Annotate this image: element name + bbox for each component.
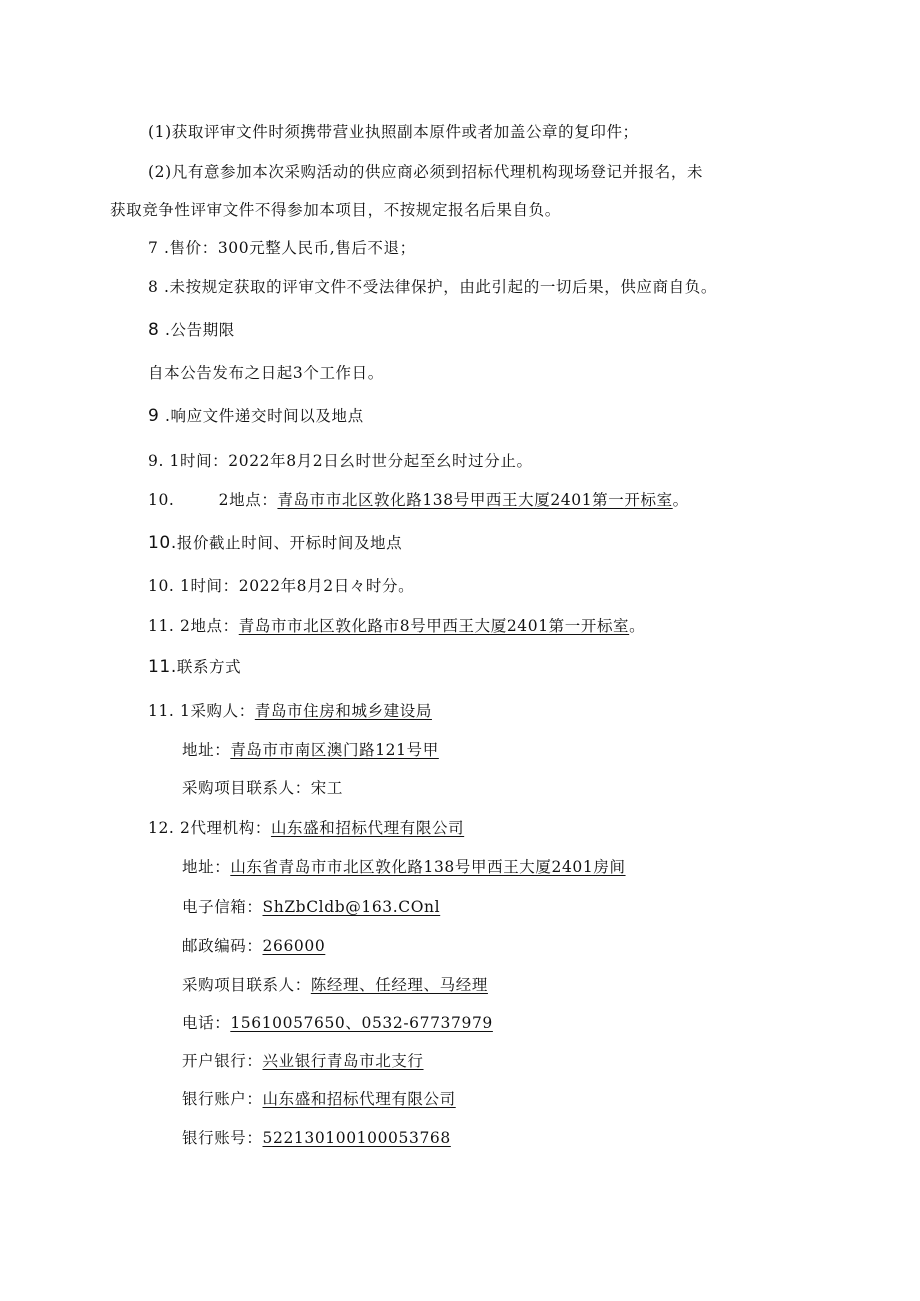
section-number: 10. bbox=[148, 533, 177, 553]
submission-location-label: 10. 2地点： bbox=[148, 491, 278, 509]
paragraph-registration-line1: (2)凡有意参加本次采购活动的供应商必须到招标代理机构现场登记并报名，未 bbox=[148, 163, 704, 181]
announcement-period-text: 自本公告发布之日起3个工作日。 bbox=[148, 364, 384, 382]
agent-label: 12. 2代理机构： bbox=[148, 819, 271, 837]
section-number: 8 bbox=[148, 320, 160, 340]
account-number-label: 银行账号： bbox=[182, 1129, 263, 1147]
item-price: 7 .售价：300元整人民币,售后不退； bbox=[148, 239, 416, 257]
bank-label: 开户银行： bbox=[182, 1052, 263, 1070]
agent-phone bbox=[182, 1013, 493, 1033]
agent-contact-value: 陈经理、任经理、马经理 bbox=[310, 976, 488, 994]
phone-label: 电话： bbox=[182, 1014, 231, 1032]
agent-account-name bbox=[182, 1089, 456, 1109]
paragraph-registration-line2: 获取竞争性评审文件不得参加本项目，不按规定报名后果自负。 bbox=[110, 201, 561, 219]
item-legal-protection: 8 .未按规定获取的评审文件不受法律保护，由此引起的一切后果，供应商自负。 bbox=[148, 278, 717, 296]
section-number: 9 bbox=[148, 406, 160, 426]
buyer bbox=[148, 701, 432, 721]
section-submission bbox=[148, 406, 364, 426]
section-title: .公告期限 bbox=[159, 321, 235, 339]
bank-value: 兴业银行青岛市北支行 bbox=[262, 1052, 424, 1070]
agent-contact-label: 采购项目联系人： bbox=[182, 976, 311, 994]
section-deadline bbox=[148, 533, 402, 553]
agent-account-number bbox=[182, 1128, 451, 1148]
section-title: 报价截止时间、开标时间及地点 bbox=[176, 534, 403, 552]
agent-address-label: 地址： bbox=[182, 858, 231, 876]
agent-bank bbox=[182, 1051, 424, 1071]
buyer-contact: 采购项目联系人：宋工 bbox=[182, 779, 344, 797]
submission-time: 9. 1时间：2022年8月2日幺时世分起至幺时过分止。 bbox=[148, 452, 533, 470]
buyer-label: 11. 1采购人： bbox=[148, 702, 255, 720]
agent-postcode bbox=[182, 936, 325, 956]
agent-address bbox=[182, 857, 626, 877]
email-label: 电子信箱： bbox=[182, 898, 263, 916]
account-name-value: 山东盛和招标代理有限公司 bbox=[262, 1090, 456, 1108]
submission-location bbox=[148, 490, 689, 510]
agent-email bbox=[182, 897, 440, 917]
section-announcement-period bbox=[148, 320, 235, 340]
opening-location-label: 11. 2地点： bbox=[148, 617, 239, 635]
punctuation: 。 bbox=[629, 617, 646, 635]
account-number-value: 522130100100053768 bbox=[262, 1129, 451, 1147]
account-name-label: 银行账户： bbox=[182, 1090, 263, 1108]
postcode-value: 266000 bbox=[262, 937, 326, 955]
buyer-value: 青岛市住房和城乡建设局 bbox=[254, 702, 432, 720]
phone-value: 15610057650、0532-67737979 bbox=[230, 1014, 493, 1032]
agent-contact bbox=[182, 975, 488, 995]
postcode-label: 邮政编码： bbox=[182, 937, 263, 955]
buyer-address-value: 青岛市市南区澳门路121号甲 bbox=[230, 741, 439, 759]
buyer-address-label: 地址： bbox=[182, 741, 231, 759]
section-title: .响应文件递交时间以及地点 bbox=[159, 407, 364, 425]
section-contacts bbox=[148, 657, 241, 677]
email-value: ShZbCldb@163.COnl bbox=[262, 898, 441, 916]
section-number: 11. bbox=[148, 657, 177, 677]
punctuation: 。 bbox=[672, 491, 689, 509]
opening-location bbox=[148, 616, 645, 636]
paragraph-obtain-docs: (1)获取评审文件时须携带营业执照副本原件或者加盖公章的复印件； bbox=[148, 123, 639, 141]
buyer-address bbox=[182, 740, 439, 760]
deadline-time: 10. 1时间：2022年8月2日々时分。 bbox=[148, 577, 415, 595]
agent bbox=[148, 818, 464, 838]
submission-location-value: 青岛市市北区敦化路138号甲西王大厦2401第一开标室 bbox=[277, 491, 673, 509]
agent-address-value: 山东省青岛市市北区敦化路138号甲西王大厦2401房间 bbox=[230, 858, 626, 876]
opening-location-value: 青岛市市北区敦化路市8号甲西王大厦2401第一开标室 bbox=[238, 617, 630, 635]
agent-value: 山东盛和招标代理有限公司 bbox=[270, 819, 465, 837]
section-title: 联系方式 bbox=[176, 658, 242, 676]
